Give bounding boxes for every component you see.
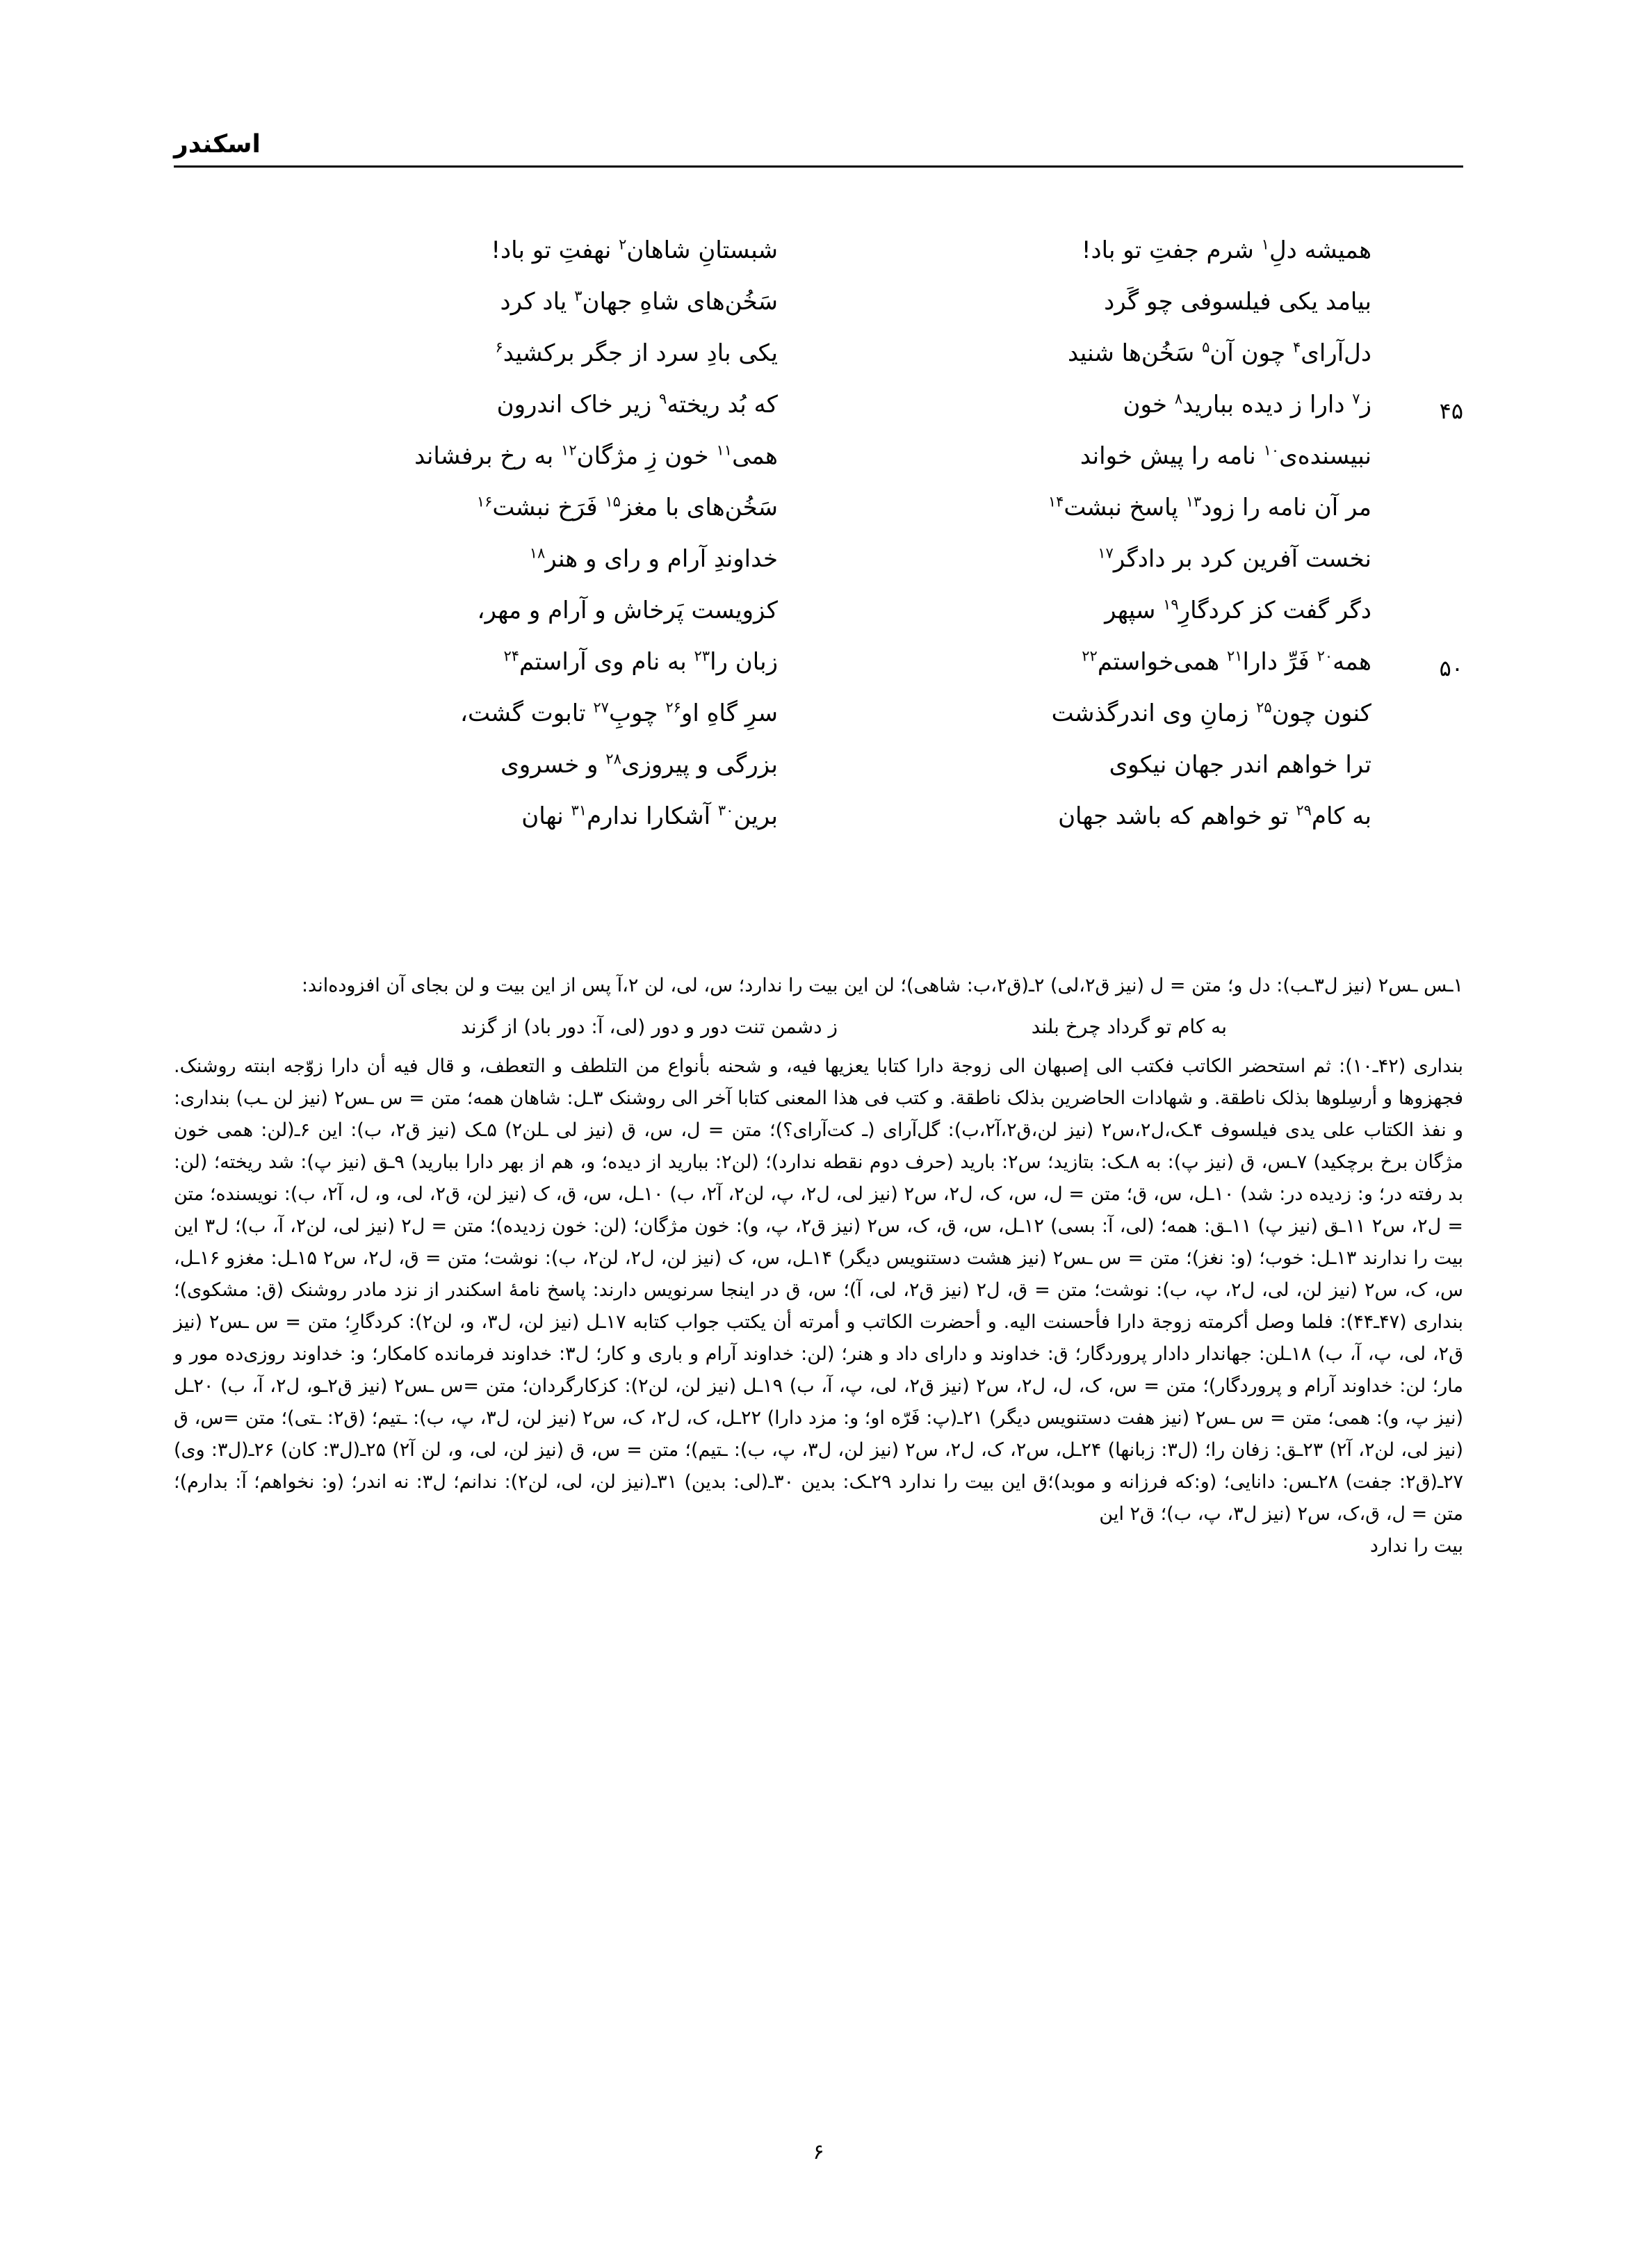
inset-couplet-first-hemistich: به کام تو گرداد چرخ بلند (1031, 1015, 1227, 1038)
verse-line-number (1402, 229, 1463, 243)
verse-hemistich-left: سَخُن‌های با مغز$^{۱۵}$ فَرَخ نبشت$^{۱۶}$ (476, 493, 778, 521)
verse-hemistich-right: دل‌آرای$^۴$ چون آن$^۵$ سَخُن‌ها شنید (1067, 339, 1371, 367)
verse-hemistich-right: کنون چون$^{۲۵}$ زمانِ وی اندرگذشت (1051, 699, 1371, 727)
verse-hemistich-right: به کام$^{۲۹}$ تو خواهم که باشد جهان (1058, 802, 1371, 830)
verse-line-number (1402, 487, 1463, 501)
verse-line-number: ۴۵ (1439, 398, 1463, 424)
apparatus-opening-note: ۱ـس ـس۲ (نیز ل۳ـب): دل و؛ متن = ل (نیز ق۲،لی) ۲ـ(ق۲،ب: شاهی)؛ لن این بیت را ندارد؛ س، لی، لن ۲،آ پس از این بیت و لن بجای آن افزوده‌اند: (301, 975, 1463, 996)
verse-hemistich-left: همی$^{۱۱}$ خون زِ مژگان$^{۱۲}$ به رخ برفشاند (414, 442, 778, 470)
verse-line-number: ۵۰ (1439, 655, 1463, 681)
verse-line-number (1402, 435, 1463, 449)
apparatus-last-line: بیت را ندارد (1369, 1535, 1463, 1557)
verse-row (174, 692, 1463, 744)
verse-line-number (1402, 538, 1463, 552)
running-head-title: اسکندر (174, 130, 261, 159)
verse-row (174, 229, 1463, 281)
header-divider-rule (174, 165, 1463, 168)
folio-number: ۶ (813, 2140, 824, 2164)
verse-row (174, 795, 1463, 847)
verse-hemistich-left: شبستانِ شاهان$^۲$ نهفتِ تو باد! (491, 236, 778, 264)
verse-hemistich-right: ز$^۷$ دارا ز دیده ببارید$^۸$ خون (1123, 390, 1371, 419)
critical-apparatus (174, 970, 1463, 1562)
verse-row (174, 384, 1463, 435)
verse-hemistich-right: دگر گفت کز کردگارِ$^{۱۹}$ سپهر (1105, 596, 1371, 624)
verse-hemistich-left: خداوندِ آرام و رای و هنر$^{۱۸}$ (529, 544, 778, 573)
verse-hemistich-right: بیامد یکی فیلسوفی چو گَرد (1104, 288, 1371, 316)
verse-block (174, 229, 1463, 847)
verse-hemistich-left: کزویست پَرخاش و آرام و مهر، (477, 597, 778, 624)
inset-couplet-second-hemistich: ز دشمن تنت دور و دور (لی، آ: دور باد) از گزند (461, 1015, 838, 1038)
verse-row (174, 641, 1463, 692)
verse-hemistich-left: برین$^{۳۰}$ آشکارا ندارم$^{۳۱}$ نهان (521, 802, 778, 830)
verse-hemistich-right: نبیسنده‌ی$^{۱۰}$ نامه را پیش خواند (1080, 442, 1371, 470)
verse-row (174, 538, 1463, 590)
verse-hemistich-left: بزرگی و پیروزی$^{۲۸}$ و خسروی (500, 750, 778, 779)
verse-line-number (1402, 795, 1463, 809)
verse-hemistich-left: یکی بادِ سرد از جگر برکشید$^۶$ (495, 339, 778, 367)
verse-row (174, 487, 1463, 538)
verse-line-number (1402, 590, 1463, 604)
verse-hemistich-left: زبان را$^{۲۳}$ به نام وی آراستم$^{۲۴}$ (503, 647, 778, 676)
verse-row (174, 435, 1463, 487)
verse-hemistich-right: مر آن نامه را زود$^{۱۳}$ پاسخ نبشت$^{۱۴}$ (1048, 493, 1371, 521)
verse-line-number (1402, 692, 1463, 706)
verse-row (174, 332, 1463, 384)
verse-hemistich-left: که بُد ریخته$^۹$ زیر خاک اندرون (496, 390, 778, 419)
verse-row (174, 744, 1463, 795)
verse-hemistich-right: ترا خواهم اندر جهان نیکوی (1109, 751, 1371, 779)
verse-line-number (1402, 332, 1463, 346)
verse-line-number (1402, 744, 1463, 758)
verse-row (174, 590, 1463, 641)
apparatus-bondari-note: بنداری (۴۲ـ۱۰): ثم استحضر الکاتب فکتب الی إصبهان الی زوجة دارا کتابا یعزیها فیه، و شحنه بأنواع من التلطف و التعطف، و قال فیه أن دارا زوّجه ابنته روشنک. فجهزوها و أرسِلوها بذلک ناطقة. و شهادات الحاضرین بذلک ناطقة. و کتب فی هذا المعنی کتابا آخر الی روشنک ۳ـل: شاهان همه؛ متن = س ـس۲ (نیز لن ـب) بنداری: و نفذ الکتاب علی یدی فیلسوف ۴ـک،ل۲،س۲ (نیز لن،ق۲،آ۲،ب): گل‌آرای (ـ کت‌آرای؟)؛ متن = ل، س، ق (نیز لی ـلن۲) ۵ـک (نیز ق۲، ب): این ۶ـ(لن: همی خون مژگان برخ برچکید) ۷ـس، ق (نیز پ): به ۸ـک: بتازید؛ س۲: بارید (حرف دوم نقطه ندارد)؛ (لن۲: ببارید از دیده؛ و، هم از بهر دارا ببارید) ۹ـق (نیز پ): شد ریخته؛ (لن: بد رفته در؛ و: زدیده در: شد) ۱۰ـل، س، ق؛ متن = ل، س، ک، ل۲، س۲ (نیز لی، ل۲، پ، لن۲، آ۲، ب) ۱۰ـل، س، ق، ک (نیز لن، ق۲، لی، و، ل، آ۲، ب): نویسنده؛ متن = ل۲، س۲ ۱۱ـق (نیز پ) ۱۱ـق: همه؛ (لی، آ: بسی) ۱۲ـل، س، ق، ک، س۲ (نیز ق۲، پ، و): خون مژگان؛ (لن: خون زدیده)؛ متن = ل۲ (نیز لی، لن۲، آ، ب)؛ ل۳ این بیت را ندارند ۱۳ـل: خوب؛ (و: نغز)؛ متن = س ـس۲ (نیز هشت دستنویس دیگر) ۱۴ـل، س، ک (نیز لن، ل۲، لن۲، ب): نوشت؛ متن = ق، ل۲، س۲ ۱۵ـل: مغزو ۱۶ـل، س، ک، س۲ (نیز لن، لی، ل۲، پ، ب): نوشت؛ متن = ق، ل۲ (نیز ق۲، لی، آ)؛ س، ق در اینجا سرنویس دارند: پاسخ نامهٔ اسکندر از نزد مادر روشنک (ق: مشکوی)؛ بنداری (۴۷ـ۴۴): فلما وصل أکرمته زوجة دارا فأحسنت الیه. و أحضرت الکاتب و أمرته أن یکتب جواب کتابه ۱۷ـل (نیز لن، ل۳، و، لن۲): کردگارِ؛ متن = س ـس۲ (نیز ق۲، لی، پ، آ، ب) ۱۸ـلن: جهاندار دادار پروردگار؛ ق: خداوند و دارای داد و هنر؛ (لن: خداوند آرام و باری و کار؛ ل۳: خداوند فرمانده کامکار؛ و: خداوند روزی‌ده مور و مار؛ لن: خداوند آرام و پروردگار)؛ متن = س، ک، ل، ل۲، س۲ (نیز ق۲، لی، پ، آ، ب) ۱۹ـل (نیز لن، لن۲): کزکارگردان؛ متن =س ـس۲ (نیز ق۲ـو، ل۲، آ، ب) ۲۰ـل (نیز پ، و): همی؛ متن = س ـس۲ (نیز هفت دستنویس دیگر) ۲۱ـ(پ: فَرّه او؛ و: مزد دارا) ۲۲ـل، ک، ل۲، ک، س۲ (نیز لن، ل۳، پ، ب): ـتیم؛ (ق۲: ـتی)؛ متن =س، ق (نیز لی، لن۲، آ۲) ۲۳ـق: زفان را؛ (ل۳: زبانها) ۲۴ـل، س۲، ک، ل۲، س۲ (نیز لن، ل۳، پ، ب): ـتیم)؛ متن = س، ق (نیز لن، لی، و، لن آ۲) ۲۵ـ(ل۳: کان) ۲۶ـ(ل۳: وی) ۲۷ـ(ق۲: جفت) ۲۸ـس: دانایی؛ (و:که فرزانه و موبد)؛ق این بیت را ندارد ۲۹ـک: بدین ۳۰ـ(لی: بدین) ۳۱ـ(نیز لن، لی، لن۲): ندانم؛ ل۳: نه اندر؛ (و: نخواهم؛ آ: بدارم)؛ متن = ل، ق،ک، س۲ (نیز ل۳، پ، ب)؛ ق۲ این (174, 1055, 1464, 1525)
verse-hemistich-right: همه$^{۲۰}$ فَرِّ دارا$^{۲۱}$ همی‌خواستم$^{۲۲}$ (1082, 647, 1371, 676)
verse-hemistich-left: سَخُن‌های شاهِ جهان$^۳$ یاد کرد (500, 287, 778, 316)
verse-hemistich-right: همیشه دلِ$^۱$ شرم جفتِ تو باد! (1081, 236, 1371, 264)
page-header (174, 131, 1463, 168)
verse-row (174, 281, 1463, 332)
inset-couplet (174, 1010, 1463, 1044)
verse-hemistich-right: نخست آفرین کرد بر دادگر$^{۱۷}$ (1098, 544, 1371, 573)
verse-hemistich-left: سرِ گاهِ او$^{۲۶}$ چوبِ$^{۲۷}$ تابوت گشت، (460, 699, 778, 727)
verse-line-number (1402, 281, 1463, 295)
